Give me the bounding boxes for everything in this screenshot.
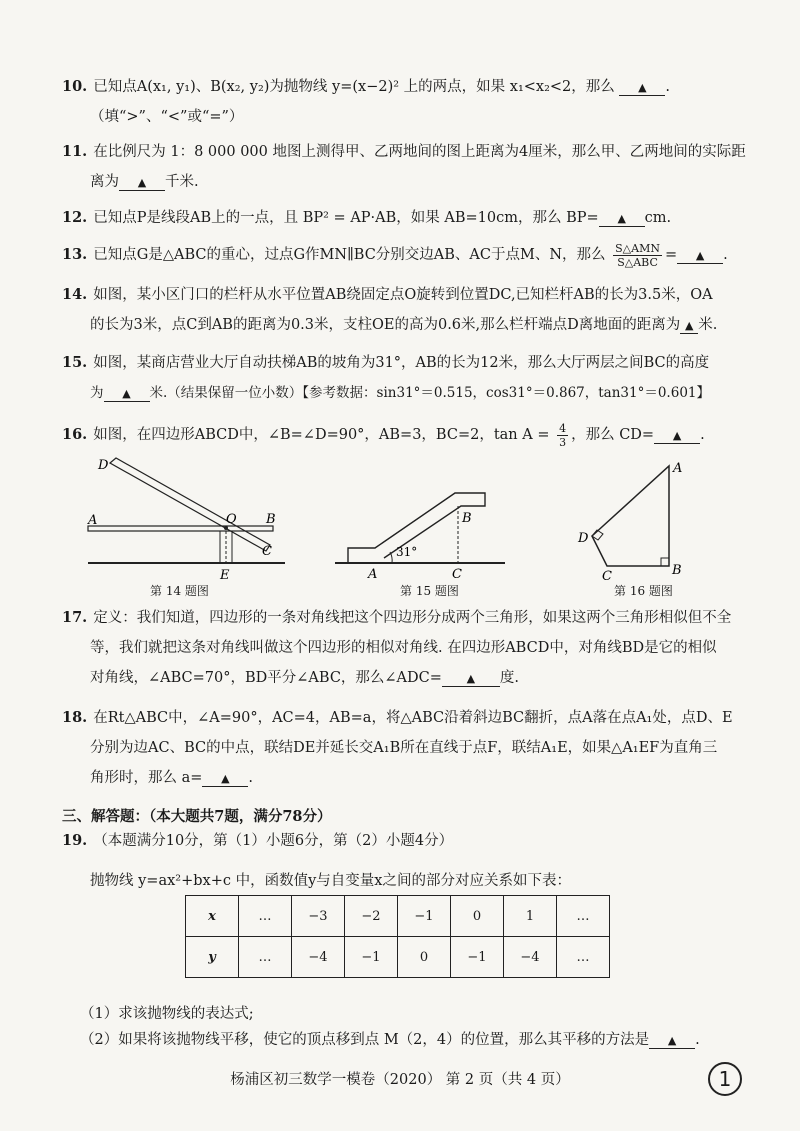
table-cell: 1 xyxy=(504,896,557,937)
table-cell: −1 xyxy=(398,896,451,937)
question-19-parts xyxy=(80,1001,740,1053)
question-number: 18. xyxy=(62,709,88,726)
question-text-tail: cm. xyxy=(644,210,672,226)
answer-blank: ▲ xyxy=(442,672,500,687)
question-14 xyxy=(62,280,752,340)
question-number: 12. xyxy=(62,209,88,226)
question-text: （本题满分10分，第（1）小题6分，第（2）小题4分） xyxy=(93,833,454,849)
table-cell: −1 xyxy=(345,937,398,978)
fraction-denominator: 3 xyxy=(559,435,567,449)
table-cell: −4 xyxy=(504,937,557,978)
table-cell: −1 xyxy=(451,937,504,978)
figure-14 xyxy=(80,455,290,595)
label-C: C xyxy=(602,569,612,583)
label-angle: 31° xyxy=(396,545,418,559)
question-text-tail: 米.（结果保留一位小数）【参考数据：sin31°＝0.515，cos31°＝0.867，tan31°＝0.601】 xyxy=(149,385,710,401)
question-text-tail: . xyxy=(695,1032,700,1048)
answer-blank: ▲ xyxy=(619,81,665,96)
label-C: C xyxy=(452,567,462,582)
question-17 xyxy=(62,603,752,693)
figure-16 xyxy=(572,458,692,583)
question-11 xyxy=(62,137,752,197)
table-row-y xyxy=(186,937,610,978)
question-text: 已知点P是线段AB上的一点，且 BP² = AP·AB，如果 AB=10cm，那么 BP= xyxy=(93,210,599,226)
question-13: 13. 已知点G是△ABC的重心，过点G作MN∥BC分别交边AB、AC于点M、N，那么 $\frac{\text{S△AMN}}{\text{S△ABC}}$ = ▲ . xyxy=(62,241,728,269)
answer-blank: ▲ xyxy=(649,1034,695,1049)
table-cell: … xyxy=(557,937,610,978)
page-mark: 1 xyxy=(708,1062,742,1096)
question-text-tail: 度. xyxy=(499,670,520,686)
question-text-line2: 离为 xyxy=(90,174,119,190)
question-number: 10. xyxy=(62,78,88,95)
question-18 xyxy=(62,703,752,793)
fraction-denominator: S△ABC xyxy=(617,255,658,269)
label-B: B xyxy=(462,511,472,526)
question-text-line2: 的长为3米，点C到AB的距离为0.3米，支柱OE的高为0.6米,那么栏杆端点D离地面的距离为 xyxy=(90,317,681,333)
area-ratio-fraction xyxy=(613,242,662,269)
question-text: 如图，某小区门口的栏杆从水平位置AB绕固定点O旋转到位置DC,已知栏杆AB的长为3.5米，OA xyxy=(93,287,713,303)
answer-blank: ▲ xyxy=(677,249,723,264)
section-heading: 三、解答题：（本大题共7题，满分78分） xyxy=(62,808,332,825)
question-number: 16. xyxy=(62,426,88,443)
question-number: 13. xyxy=(62,246,88,263)
table-cell: 0 xyxy=(398,937,451,978)
question-number: 11. xyxy=(62,143,88,160)
table-cell: … xyxy=(239,937,292,978)
answer-blank: ▲ xyxy=(202,772,248,787)
question-10: 10. 已知点A(x₁, y₁)、B(x₂, y₂)为抛物线 y=(x−2)² 上的两点，如果 x₁<x₂<2，那么 ▲ . （填“>”、“<”或“=”） xyxy=(62,72,752,132)
question-text: 已知点A(x₁, y₁)、B(x₂, y₂)为抛物线 y=(x−2)² 上的两点，如果 x₁<x₂<2，那么 xyxy=(93,79,615,95)
question-number: 15. xyxy=(62,354,88,371)
answer-blank: ▲ xyxy=(680,319,698,334)
question-text-tail: ，那么 CD= xyxy=(571,427,655,443)
question-text-tail: 千米. xyxy=(165,174,199,190)
question-text: 在Rt△ABC中，∠A=90°，AC=4，AB=a，将△ABC沿着斜边BC翻折，点A落在点A₁处，点D、E xyxy=(93,710,733,726)
answer-blank: ▲ xyxy=(599,212,645,227)
value-table xyxy=(185,895,610,978)
question-text-line3: 角形时，那么 a= xyxy=(90,770,203,786)
label-O: O xyxy=(226,512,237,527)
question-number: 19. xyxy=(62,832,88,849)
label-B: B xyxy=(266,512,276,527)
question-12 xyxy=(62,203,752,233)
question-text: 如图，在四边形ABCD中，∠B=∠D=90°，AB=3，BC=2，tan A = xyxy=(93,427,550,443)
question-text-tail: 米. xyxy=(698,317,718,333)
question-15 xyxy=(62,348,752,408)
table-cell: … xyxy=(557,896,610,937)
table-cell: −4 xyxy=(292,937,345,978)
label-C: C xyxy=(262,544,272,559)
question-text-line2: 为 xyxy=(90,385,104,401)
table-cell: 0 xyxy=(451,896,504,937)
label-D: D xyxy=(98,458,109,473)
fraction-numerator: S△AMN xyxy=(615,241,660,255)
question-text-line2: 分别为边AC、BC的中点，联结DE并延长交A₁B所在直线于点F，联结A₁E，如果△A₁EF为直角三 xyxy=(90,740,718,756)
table-cell: −3 xyxy=(292,896,345,937)
label-D: D xyxy=(578,531,589,546)
question-text-line3: 对角线，∠ABC=70°，BD平分∠ABC，那么∠ADC= xyxy=(90,670,442,686)
label-E: E xyxy=(220,568,230,583)
figure-15 xyxy=(330,478,510,583)
question-text-tail: = xyxy=(664,247,678,263)
question-text: 在比例尺为 1：8 000 000 地图上测得甲、乙两地间的图上距离为4厘米，那么甲、乙两地间的实际距 xyxy=(93,144,746,160)
label-B: B xyxy=(672,563,682,578)
question-number: 17. xyxy=(62,609,88,626)
fraction-numerator: 4 xyxy=(559,421,567,435)
question-19 xyxy=(62,826,752,856)
answer-blank: ▲ xyxy=(654,429,700,444)
question-number: 14. xyxy=(62,286,88,303)
label-A: A xyxy=(368,567,378,582)
label-A: A xyxy=(88,513,98,528)
question-text: 如图，某商店营业大厅自动扶梯AB的坡角为31°，AB的长为12米，那么大厅两层之间BC的高度 xyxy=(93,355,710,371)
answer-blank: ▲ xyxy=(104,387,150,402)
figure-15-caption: 第 15 题图 xyxy=(400,584,459,598)
table-cell: … xyxy=(239,896,292,937)
question-19-part2: （2）如果将该抛物线平移，使它的顶点移到点 M（2，4）的位置，那么其平移的方法是 xyxy=(80,1032,650,1048)
question-text-line2: 等，我们就把这条对角线叫做这个四边形的相似对角线. 在四边形ABCD中，对角线BD是它的相似 xyxy=(90,640,717,656)
label-A: A xyxy=(673,461,683,476)
question-19-part1: （1）求该抛物线的表达式; xyxy=(80,1006,254,1022)
table-row-x xyxy=(186,896,610,937)
answer-blank: ▲ xyxy=(119,176,165,191)
question-19-intro: 抛物线 y=ax²+bx+c 中，函数值y与自变量x之间的部分对应关系如下表： xyxy=(90,873,571,889)
page-footer: 杨浦区初三数学一模卷（2020） 第 2 页（共 4 页） xyxy=(230,1072,570,1088)
figure-16-caption: 第 16 题图 xyxy=(614,584,673,598)
question-text: 定义：我们知道，四边形的一条对角线把这个四边形分成两个三角形，如果这两个三角形相似但不全 xyxy=(93,610,732,626)
table-header-y: y xyxy=(186,937,239,978)
question-text: 已知点G是△ABC的重心，过点G作MN∥BC分别交边AB、AC于点M、N，那么 xyxy=(93,247,606,263)
table-cell: −2 xyxy=(345,896,398,937)
question-text-tail: . xyxy=(248,770,254,786)
figure-14-caption: 第 14 题图 xyxy=(150,584,209,598)
table-header-x: x xyxy=(186,896,239,937)
tan-fraction xyxy=(557,422,568,449)
question-16: 16. 如图，在四边形ABCD中，∠B=∠D=90°，AB=3，BC=2，tan A = $\frac{4}{3}$ ，那么 CD= ▲ . xyxy=(62,421,705,449)
question-text-line2: （填“>”、“<”或“=”） xyxy=(90,109,244,125)
